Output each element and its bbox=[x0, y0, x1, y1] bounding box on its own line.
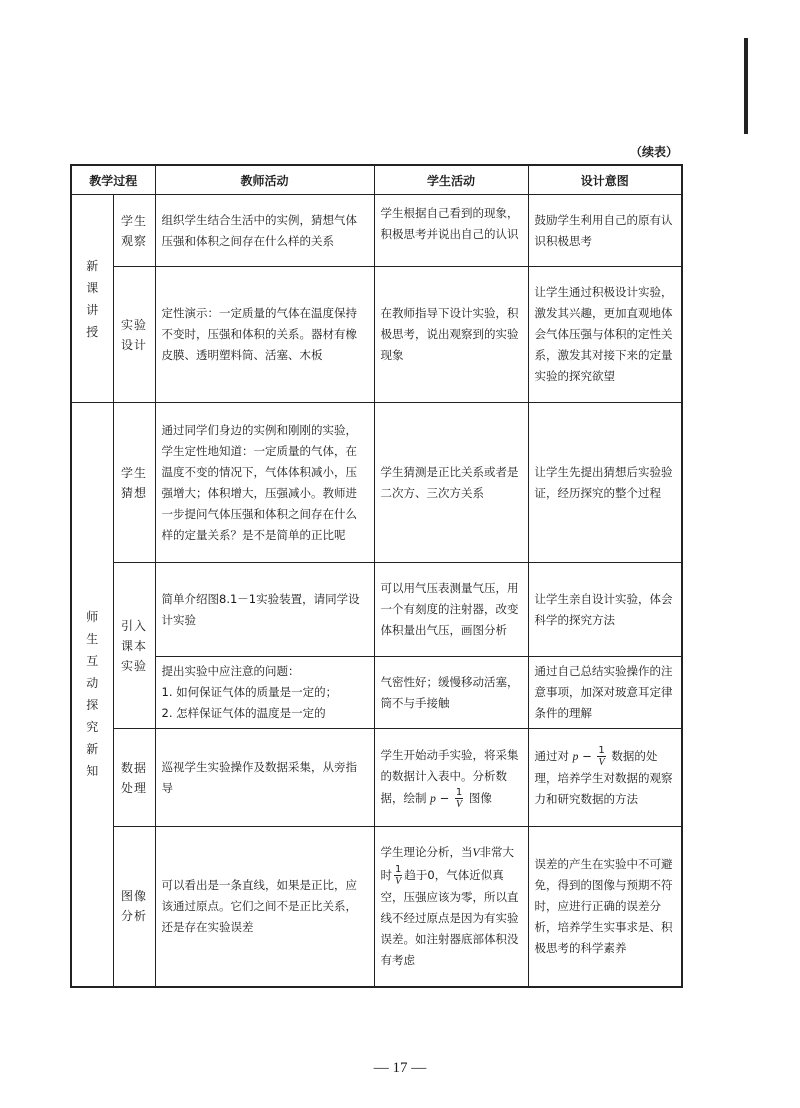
page-number: — 17 — bbox=[373, 1060, 427, 1076]
intent-cell: 让学生通过积极设计实验，激发其兴趣，更加直观地体会气体压强与体积的定性关系，激发其对接下来的定量实验的探究欲望 bbox=[528, 267, 682, 403]
student-cell: 可以用气压表测量气压，用一个有刻度的注射器，改变体积量出气压，画图分析 bbox=[374, 563, 528, 657]
teacher-note-item: 1. 如何保证气体的质量是一定的； bbox=[161, 685, 338, 699]
teacher-note-title: 提出实验中应注意的问题： bbox=[161, 664, 300, 678]
stage-interactive: 师生互动探究新知 bbox=[71, 403, 113, 987]
student-cell: 学生猜测是正比关系或者是二次方、三次方关系 bbox=[374, 403, 528, 563]
teacher-cell bbox=[155, 657, 374, 729]
teacher-cell: 可以看出是一条直线，如果是正比，应该通过原点。它们之间不是正比关系，还是存在实验误差 bbox=[155, 827, 374, 987]
table-row bbox=[71, 195, 682, 267]
student-cell: 学生理论分析，当V非常大时 $\frac{1}{V}$ 趋于0，气体近似真空，压强应该为零，所以直线不经过原点是因为有实验误差。如注射器底部体积没有考虑 bbox=[374, 827, 528, 987]
header-intent: 设计意图 bbox=[528, 165, 682, 195]
math-p: p bbox=[572, 751, 579, 763]
sub-stage: 图像分析 bbox=[113, 827, 155, 987]
table-row bbox=[71, 563, 682, 657]
sub-stage: 引入课本实验 bbox=[113, 563, 155, 729]
continued-label: （续表） bbox=[629, 145, 678, 159]
student-cell: 学生根据自己看到的现象，积极思考并说出自己的认识 bbox=[374, 195, 528, 267]
table-row bbox=[71, 729, 682, 827]
student-cell: 在教师指导下设计实验，积极思考，说出观察到的实验现象 bbox=[374, 267, 528, 403]
math-minus: − bbox=[578, 749, 596, 763]
intent-cell: 让学生先提出猜想后实验验证，经历探究的整个过程 bbox=[528, 403, 682, 563]
teacher-note-item: 2. 怎样保证气体的温度是一定的 bbox=[161, 706, 326, 720]
header-process: 教学过程 bbox=[71, 165, 155, 195]
intent-cell: 误差的产生在实验中不可避免，得到的图像与预期不符时，应进行正确的误差分析，培养学生实事求是、积极思考的科学素养 bbox=[528, 827, 682, 987]
intent-cell: 通过对 p − $\frac{1}{V}$ 数据的处理，培养学生对数据的观察力和研究数据的方法 bbox=[528, 729, 682, 827]
teacher-cell: 巡视学生实验操作及数据采集，从旁指导 bbox=[155, 729, 374, 827]
fraction-one-over-v: $\frac{1}{V}$ bbox=[395, 863, 402, 887]
math-p: p bbox=[430, 793, 436, 805]
table-row bbox=[71, 267, 682, 403]
intent-cell: 鼓励学生利用自己的原有认识积极思考 bbox=[528, 195, 682, 267]
teacher-cell: 通过同学们身边的实例和刚刚的实验，学生定性地知道：一定质量的气体，在温度不变的情况下，气体体积减小，压强增大；体积增大，压强减小。教师进一步提问气体压强和体积之间存在什么样的定量关系？是不是简单的正比呢 bbox=[155, 403, 374, 563]
teacher-cell: 定性演示：一定质量的气体在温度保持不变时，压强和体积的关系。器材有橡皮膜、透明塑料筒、活塞、木板 bbox=[155, 267, 374, 403]
intent-cell: 通过自己总结实验操作的注意事项，加深对玻意耳定律条件的理解 bbox=[528, 657, 682, 729]
intent-cell: 让学生亲自设计实验，体会科学的探究方法 bbox=[528, 563, 682, 657]
sub-stage: 学生观察 bbox=[113, 195, 155, 267]
edge-rule bbox=[744, 38, 748, 134]
student-cell: 学生开始动手实验，将采集的数据计入表中。分析数据，绘制 p − $\frac{1}{V}$ 图像 bbox=[374, 729, 528, 827]
table-row bbox=[71, 403, 682, 563]
table-row bbox=[71, 827, 682, 987]
stage-new-lesson: 新课讲授 bbox=[71, 195, 113, 403]
student-cell: 气密性好；缓慢移动活塞，筒不与手接触 bbox=[374, 657, 528, 729]
header-row bbox=[71, 165, 682, 195]
table-row bbox=[71, 657, 682, 729]
lesson-table bbox=[70, 164, 683, 988]
sub-stage: 学生猜想 bbox=[113, 403, 155, 563]
fraction-one-over-v: $\frac{1}{V}$ bbox=[455, 787, 463, 810]
math-minus: − bbox=[435, 791, 453, 805]
sub-stage: 数据处理 bbox=[113, 729, 155, 827]
math-v: V bbox=[472, 846, 480, 859]
fraction-one-over-v: $\frac{1}{V}$ bbox=[598, 745, 605, 768]
teacher-cell: 简单介绍图8.1－1实验装置，请同学设计实验 bbox=[155, 563, 374, 657]
sub-stage: 实验设计 bbox=[113, 267, 155, 403]
header-student: 学生活动 bbox=[374, 165, 528, 195]
teacher-cell: 组织学生结合生活中的实例，猜想气体压强和体积之间存在什么样的关系 bbox=[155, 195, 374, 267]
header-teacher: 教师活动 bbox=[155, 165, 374, 195]
